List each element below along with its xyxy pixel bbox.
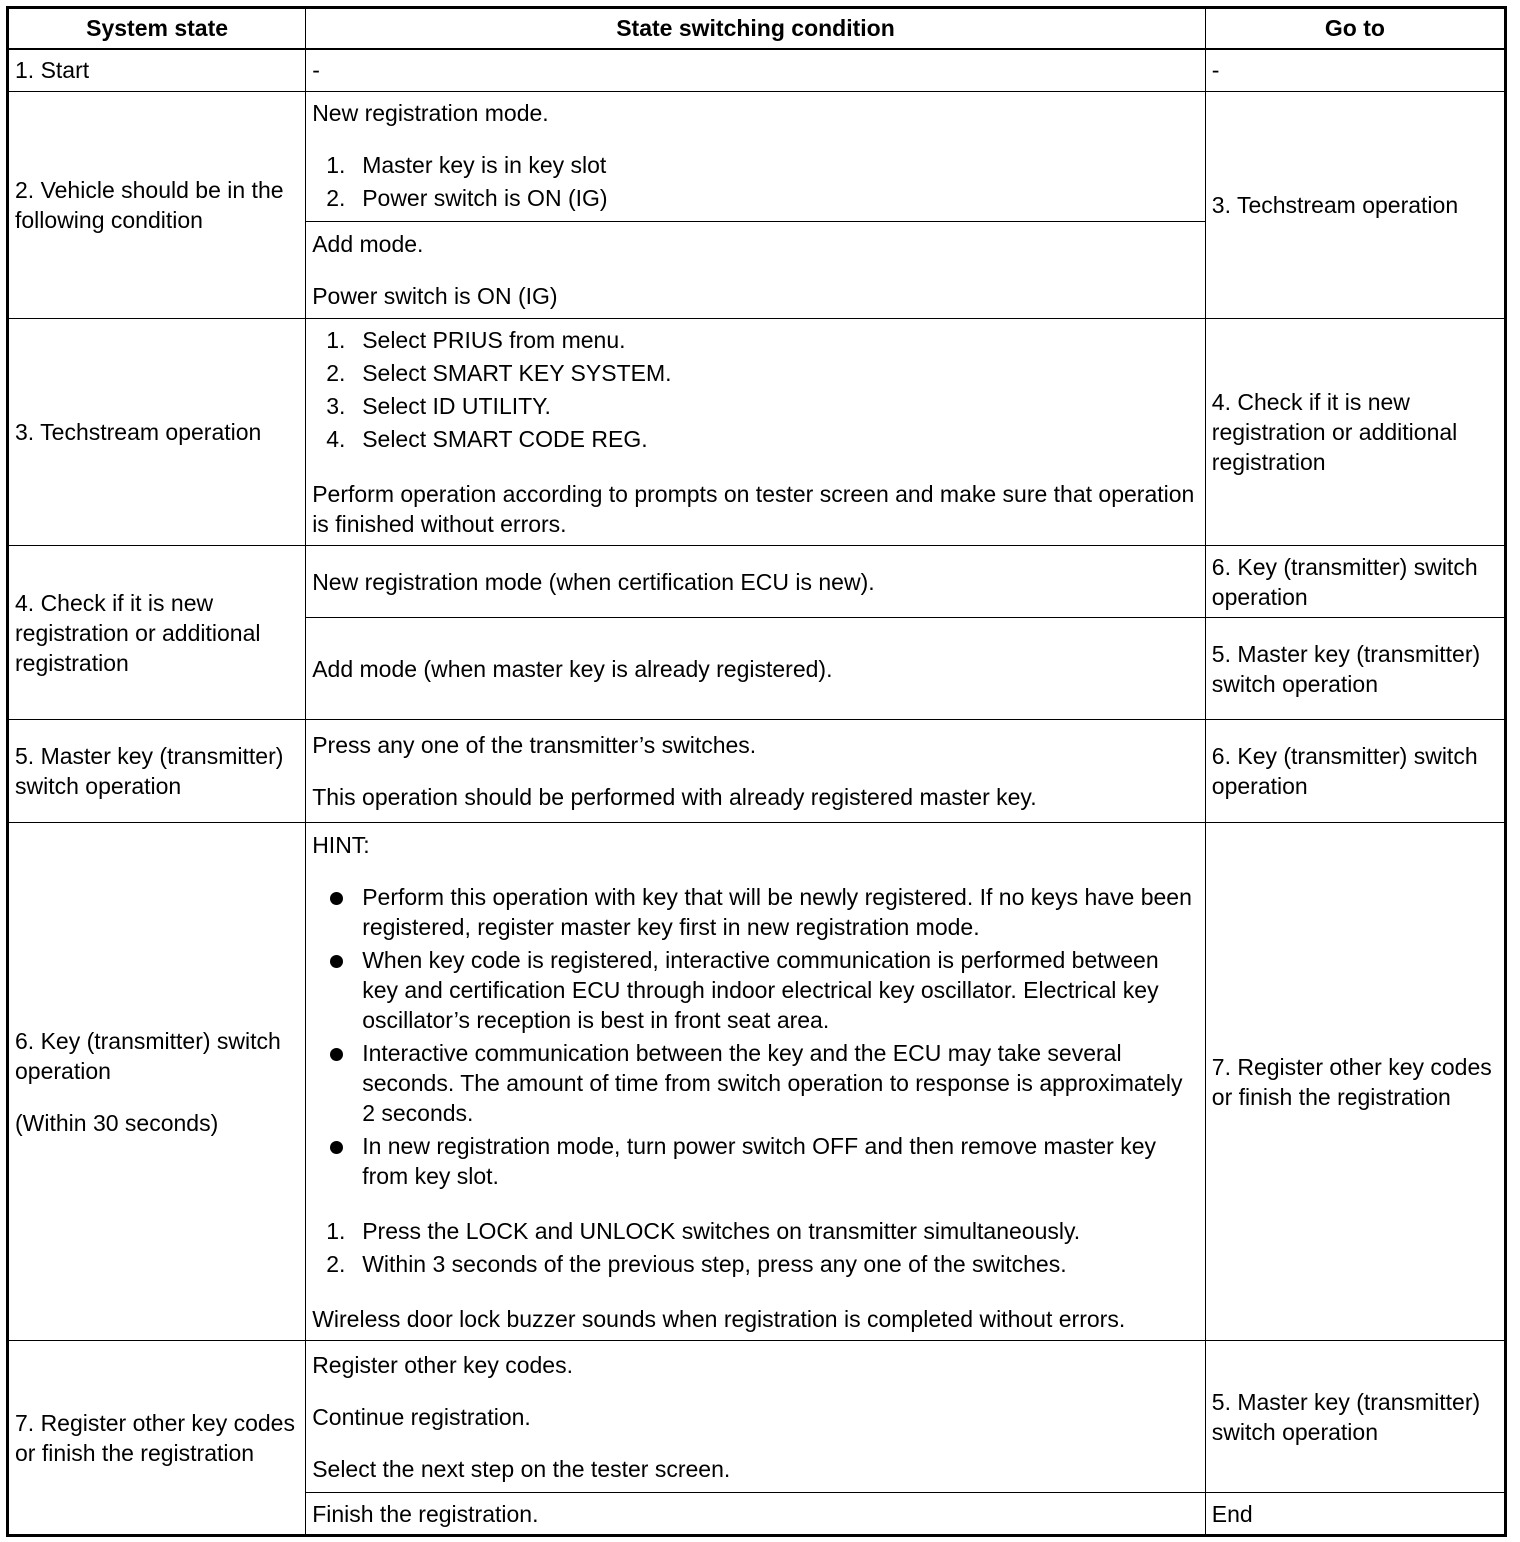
go-to-cell: 6. Key (transmitter) switch operation bbox=[1205, 546, 1505, 618]
list-item-text: Select SMART CODE REG. bbox=[362, 426, 648, 452]
state-text: 6. Key (transmitter) switch operation bbox=[15, 1027, 281, 1084]
list-item bbox=[312, 1131, 1199, 1191]
condition-cell bbox=[306, 222, 1206, 319]
condition-cell bbox=[306, 92, 1206, 222]
state-cell: 2. Vehicle should be in the following condition bbox=[8, 92, 306, 319]
condition-line: Select the next step on the tester screen. bbox=[312, 1455, 731, 1482]
list-item-text: Select PRIUS from menu. bbox=[362, 327, 626, 353]
list-item: 4. Select SMART CODE REG. bbox=[326, 426, 648, 452]
condition-line: Register other key codes. bbox=[312, 1351, 573, 1378]
list-item-text: Perform this operation with key that will be newly registered. If no keys have been registered, register master key first in new registration mode. bbox=[362, 883, 1192, 940]
condition-cell: New registration mode (when certification ECU is new). bbox=[306, 546, 1206, 618]
mode-title: Add mode. bbox=[312, 231, 424, 257]
go-to-cell: 5. Master key (transmitter) switch operation bbox=[1205, 618, 1505, 720]
go-to-cell: 4. Check if it is new registration or additional registration bbox=[1205, 319, 1505, 546]
table-header-row bbox=[8, 8, 1506, 49]
spacer bbox=[312, 259, 1199, 281]
spacer bbox=[312, 1282, 1199, 1304]
list-item-text: Within 3 seconds of the previous step, press any one of the switches. bbox=[362, 1250, 1067, 1277]
table-row bbox=[8, 823, 1506, 1341]
hint-bullet-list bbox=[312, 882, 1199, 1191]
state-cell: 3. Techstream operation bbox=[8, 319, 306, 546]
numbered-list bbox=[312, 1216, 1199, 1279]
spacer bbox=[312, 1432, 1199, 1454]
list-item-text: Master key is in key slot bbox=[362, 151, 607, 178]
state-cell: 7. Register other key codes or finish the registration bbox=[8, 1341, 306, 1536]
list-item-text: Select ID UTILITY. bbox=[362, 393, 551, 419]
condition-cell bbox=[306, 720, 1206, 823]
go-to-cell: 3. Techstream operation bbox=[1205, 92, 1505, 319]
go-to-cell: - bbox=[1205, 49, 1505, 92]
list-item-text: Interactive communication between the key and the ECU may take several seconds. The amount of time from switch operation to response is approximately 2 seconds. bbox=[362, 1039, 1183, 1126]
go-to-cell: 5. Master key (transmitter) switch operation bbox=[1205, 1341, 1505, 1493]
list-item: 1. Press the LOCK and UNLOCK switches on transmitter simultaneously. bbox=[326, 1217, 1081, 1244]
list-item-text: Press the LOCK and UNLOCK switches on transmitter simultaneously. bbox=[362, 1217, 1081, 1244]
mode-text: Power switch is ON (IG) bbox=[312, 283, 558, 309]
list-item: 2. Select SMART KEY SYSTEM. bbox=[326, 360, 672, 386]
state-cell: 5. Master key (transmitter) switch operation bbox=[8, 720, 306, 823]
spacer bbox=[312, 1380, 1199, 1402]
list-item-text: When key code is registered, interactive communication is performed between key and certification ECU through indoor electrical key oscillator. Electrical key oscillator’s reception is best in front seat area. bbox=[362, 946, 1159, 1033]
list-item-text: Select SMART KEY SYSTEM. bbox=[362, 360, 672, 386]
spacer bbox=[312, 1194, 1199, 1216]
header-condition: State switching condition bbox=[306, 8, 1206, 49]
condition-cell bbox=[306, 823, 1206, 1341]
header-system-state: System state bbox=[8, 8, 306, 49]
list-item: 2. Power switch is ON (IG) bbox=[326, 184, 608, 211]
condition-line: This operation should be performed with already registered master key. bbox=[312, 784, 1037, 810]
bullet-icon bbox=[330, 892, 343, 905]
state-cell bbox=[8, 823, 306, 1341]
condition-cell: Add mode (when master key is already registered). bbox=[306, 618, 1206, 720]
list-item bbox=[312, 1038, 1199, 1128]
state-note: (Within 30 seconds) bbox=[15, 1109, 219, 1136]
table-row bbox=[8, 49, 1506, 92]
condition-line: Continue registration. bbox=[312, 1403, 531, 1430]
go-to-cell: End bbox=[1205, 1493, 1505, 1536]
spacer bbox=[312, 128, 1199, 150]
spacer bbox=[312, 760, 1199, 782]
bullet-icon bbox=[330, 1048, 343, 1061]
table-row bbox=[8, 546, 1506, 618]
list-item-text: Power switch is ON (IG) bbox=[362, 184, 608, 211]
condition-cell bbox=[306, 319, 1206, 546]
table-row bbox=[8, 1341, 1506, 1493]
list-item: 1. Master key is in key slot bbox=[326, 151, 607, 178]
numbered-list bbox=[312, 150, 1199, 213]
list-item bbox=[312, 945, 1199, 1035]
table-row bbox=[8, 92, 1506, 222]
completion-note: Wireless door lock buzzer sounds when registration is completed without errors. bbox=[312, 1305, 1126, 1332]
condition-line: Press any one of the transmitter’s switches. bbox=[312, 732, 757, 758]
go-to-cell: 7. Register other key codes or finish the registration bbox=[1205, 823, 1505, 1341]
list-item-text: In new registration mode, turn power switch OFF and then remove master key from key slot. bbox=[362, 1132, 1157, 1189]
header-go-to: Go to bbox=[1205, 8, 1505, 49]
list-item: 3. Select ID UTILITY. bbox=[326, 393, 551, 419]
list-item: 1. Select PRIUS from menu. bbox=[326, 327, 626, 353]
list-item bbox=[312, 882, 1199, 942]
condition-cell: - bbox=[306, 49, 1206, 92]
spacer bbox=[312, 860, 1199, 882]
mode-title: New registration mode. bbox=[312, 99, 549, 126]
bullet-icon bbox=[330, 1141, 343, 1154]
state-cell: 1. Start bbox=[8, 49, 306, 92]
go-to-cell: 6. Key (transmitter) switch operation bbox=[1205, 720, 1505, 823]
table-row bbox=[8, 720, 1506, 823]
numbered-list bbox=[312, 325, 1199, 454]
table-row bbox=[8, 319, 1506, 546]
bullet-icon bbox=[330, 955, 343, 968]
list-item: 2. Within 3 seconds of the previous step, press any one of the switches. bbox=[326, 1250, 1067, 1277]
state-cell: 4. Check if it is new registration or additional registration bbox=[8, 546, 306, 720]
hint-label: HINT: bbox=[312, 831, 370, 858]
spacer bbox=[312, 457, 1199, 479]
condition-cell: Finish the registration. bbox=[306, 1493, 1206, 1536]
state-transition-table bbox=[6, 6, 1507, 1537]
spacer bbox=[15, 1086, 299, 1108]
condition-cell bbox=[306, 1341, 1206, 1493]
document-page bbox=[6, 6, 1507, 1536]
operation-note: Perform operation according to prompts on tester screen and make sure that operation is finished without errors. bbox=[312, 481, 1195, 537]
